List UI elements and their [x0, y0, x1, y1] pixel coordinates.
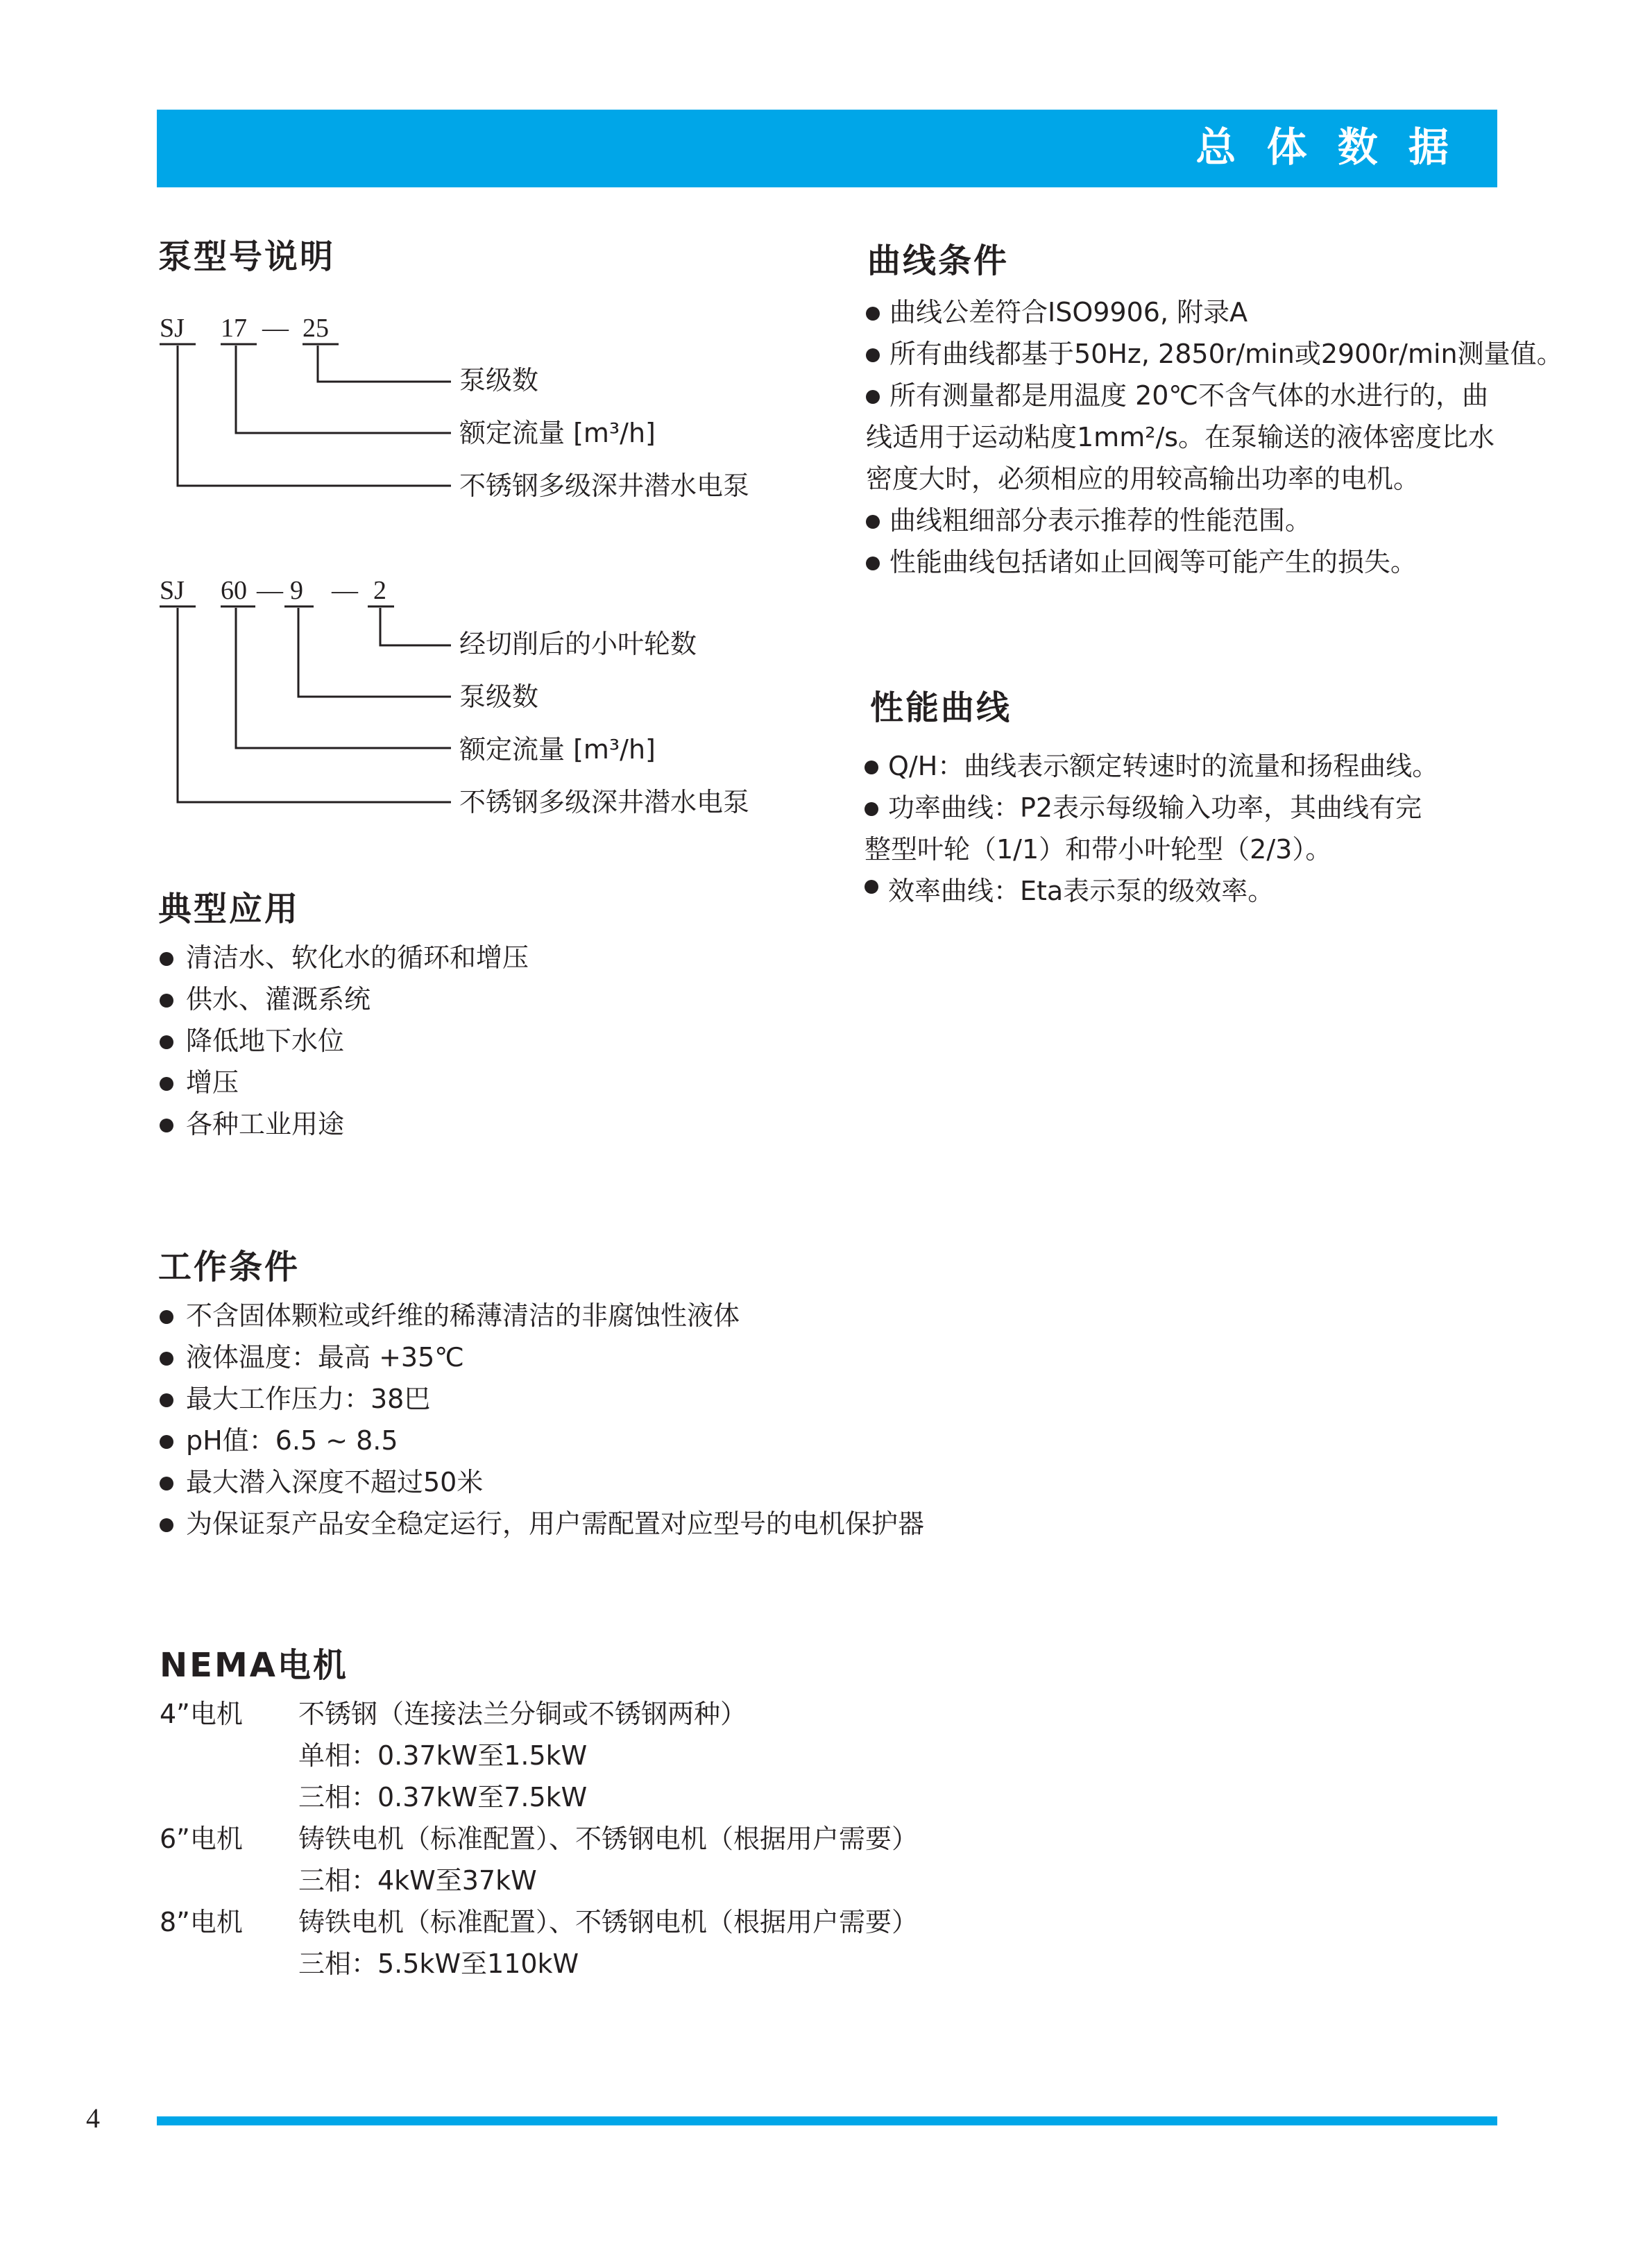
bullet-icon: [160, 994, 173, 1008]
motor-desc: 铸铁电机（标准配置）、不锈钢电机（根据用户需要）: [298, 1824, 919, 1854]
bullet-icon: [866, 348, 880, 362]
bullet-icon: [865, 880, 878, 894]
motor-size: 8”电机: [160, 1907, 243, 1937]
performance-list: [863, 745, 1438, 912]
model-label-type: 不锈钢多级深井潜水电泵: [459, 470, 750, 501]
applications-list: [157, 937, 529, 1145]
list-item-continuation: 密度大时，必须相应的用较高输出功率的电机。: [866, 464, 1420, 494]
motor-size: 4”电机: [160, 1699, 243, 1729]
list-item-continuation: 整型叶轮（1/1）和带小叶轮型（2/3）。: [865, 834, 1332, 865]
model-part-stages: 25: [303, 314, 329, 343]
list-item: pH值：6.5 ~ 8.5: [157, 1420, 924, 1461]
motor-desc: 三相：5.5kW至110kW: [298, 1948, 579, 1979]
bullet-icon: [866, 557, 880, 570]
list-item: 供水、灌溉系统: [157, 978, 529, 1020]
bullet-icon: [866, 390, 880, 404]
bullet-icon: [160, 1119, 173, 1132]
model-part-dash: —: [332, 576, 358, 605]
motor-desc: 三相：4kW至37kW: [298, 1865, 537, 1896]
applications-heading: 典型应用: [158, 890, 300, 928]
curve-conditions-list: [865, 291, 1563, 583]
list-item: 为保证泵产品安全稳定运行，用户需配置对应型号的电机保护器: [157, 1503, 924, 1545]
list-item: 曲线公差符合ISO9906, 附录A: [865, 291, 1563, 333]
list-item: 各种工业用途: [157, 1103, 529, 1145]
nema-row: [160, 1901, 1062, 1943]
list-item: 所有测量都是用温度 20℃不含气体的水进行的，曲: [865, 375, 1563, 416]
bullet-icon: [866, 307, 880, 321]
list-item: 曲线粗细部分表示推荐的性能范围。: [865, 500, 1563, 541]
motor-desc: 铸铁电机（标准配置）、不锈钢电机（根据用户需要）: [298, 1907, 919, 1937]
list-item: 功率曲线：P2表示每级输入功率，其曲线有完: [863, 787, 1438, 829]
bullet-icon: [160, 952, 173, 966]
bullet-icon: [865, 761, 878, 774]
bullet-icon: [160, 1352, 173, 1366]
performance-heading: 性能曲线: [870, 688, 1012, 727]
nema-table: [160, 1693, 1062, 1985]
page-title: 总 体 数 据: [1195, 124, 1457, 171]
model-label-type: 不锈钢多级深井潜水电泵: [459, 787, 750, 817]
working-heading: 工作条件: [158, 1248, 300, 1286]
bullet-icon: [160, 1310, 173, 1324]
list-item: 增压: [157, 1062, 529, 1103]
nema-row: [160, 1860, 1062, 1901]
curve-conditions-heading: 曲线条件: [867, 241, 1010, 280]
page-number: 4: [86, 2103, 100, 2134]
model-part-sj: SJ: [160, 314, 185, 343]
bullet-icon: [160, 1393, 173, 1407]
working-conditions-list: [157, 1295, 924, 1545]
model-part-flow: 17: [221, 314, 247, 343]
model-label-stages: 泵级数: [459, 365, 539, 396]
list-item: 性能曲线包括诸如止回阀等可能产生的损失。: [865, 541, 1563, 583]
motor-desc: 不锈钢（连接法兰分铜或不锈钢两种）: [298, 1699, 747, 1729]
motor-size: 6”电机: [160, 1824, 243, 1854]
model-part-dash: —: [262, 314, 289, 343]
footer-rule: [157, 2116, 1497, 2125]
motor-desc: 三相：0.37kW至7.5kW: [298, 1782, 588, 1812]
bullet-icon: [866, 515, 880, 529]
nema-heading: NEMA电机: [160, 1646, 348, 1685]
list-item-continuation: 线适用于运动粘度1mm²/s。在泵输送的液体密度比水: [866, 422, 1495, 452]
model-part-flow: 60: [221, 576, 247, 605]
list-item: 降低地下水位: [157, 1020, 529, 1062]
nema-row: [160, 1735, 1062, 1776]
model-part-trimmed: 2: [373, 576, 386, 605]
nema-row: [160, 1776, 1062, 1818]
model-label-flow: 额定流量 [m³/h]: [459, 418, 656, 448]
model-part-sj: SJ: [160, 576, 185, 605]
model-part-stages: 9: [290, 576, 303, 605]
list-item: 效率曲线：Eta表示泵的级效率。: [863, 870, 1438, 912]
nema-row: [160, 1693, 1062, 1735]
bullet-icon: [865, 802, 878, 816]
list-item: 最大潜入深度不超过50米: [157, 1461, 924, 1503]
bullet-icon: [160, 1435, 173, 1449]
list-item: 液体温度：最高 +35℃: [157, 1336, 924, 1378]
model-label-stages: 泵级数: [459, 681, 539, 712]
list-item: 不含固体颗粒或纤维的稀薄清洁的非腐蚀性液体: [157, 1295, 924, 1336]
model-heading: 泵型号说明: [158, 237, 336, 276]
nema-row: [160, 1818, 1062, 1860]
model-label-flow: 额定流量 [m³/h]: [459, 734, 656, 765]
list-item: 清洁水、软化水的循环和增压: [157, 937, 529, 978]
model-part-dash: —: [257, 576, 283, 605]
model-label-trimmed: 经切削后的小叶轮数: [459, 629, 697, 659]
list-item: 最大工作压力：38巴: [157, 1378, 924, 1420]
list-item: Q/H：曲线表示额定转速时的流量和扬程曲线。: [863, 745, 1438, 787]
bullet-icon: [160, 1518, 173, 1532]
bullet-icon: [160, 1077, 173, 1091]
list-item: 所有曲线都基于50Hz, 2850r/min或2900r/min测量值。: [865, 333, 1563, 375]
nema-row: [160, 1943, 1062, 1985]
bullet-icon: [160, 1477, 173, 1491]
bullet-icon: [160, 1035, 173, 1049]
motor-desc: 单相：0.37kW至1.5kW: [298, 1740, 588, 1771]
